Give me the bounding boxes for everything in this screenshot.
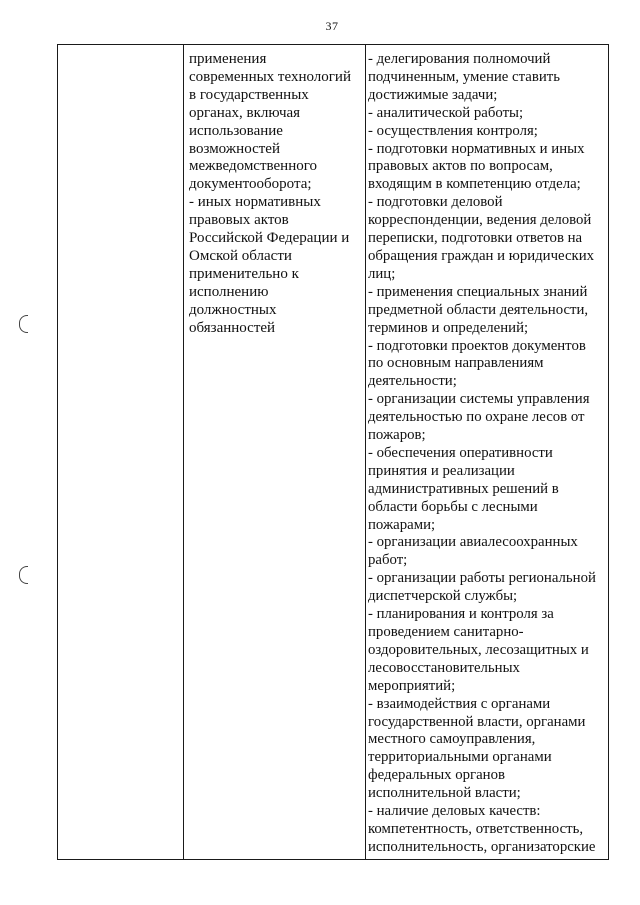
text-line: территориальными органами bbox=[368, 749, 552, 766]
text-line: мероприятий; bbox=[368, 677, 456, 694]
text-line: лесовосстановительных bbox=[368, 659, 520, 676]
text-line: - применения специальных знаний bbox=[368, 283, 588, 300]
binder-hole-mark bbox=[19, 566, 28, 584]
text-line: - взаимодействия с органами bbox=[368, 695, 551, 712]
text-line: - планирования и контроля за bbox=[368, 606, 554, 623]
text-line: пожаров; bbox=[368, 427, 426, 444]
text-line: исполнительность, организаторские bbox=[368, 838, 596, 855]
text-line: - аналитической работы; bbox=[368, 104, 524, 121]
text-line: органах, включая bbox=[189, 104, 301, 121]
text-line: федеральных органов bbox=[368, 767, 505, 784]
table-cell-knowledge bbox=[184, 45, 366, 859]
binder-hole-mark bbox=[19, 315, 28, 333]
text-line: Российской Федерации и bbox=[189, 230, 350, 247]
text-line: пожарами; bbox=[368, 516, 436, 533]
text-line: оздоровительных, лесозащитных и bbox=[368, 641, 589, 658]
text-line: обращения граждан и юридических bbox=[368, 247, 595, 264]
requirements-table bbox=[57, 44, 609, 860]
text-line: диспетчерской службы; bbox=[368, 588, 518, 605]
text-line: правовых актов по вопросам, bbox=[368, 158, 553, 175]
text-line: по основным направлениям bbox=[368, 355, 544, 372]
text-line: - осуществления контроля; bbox=[368, 122, 538, 139]
text-line: применения bbox=[189, 51, 267, 67]
table-cell-empty bbox=[58, 45, 184, 859]
text-line: обязанностей bbox=[189, 319, 276, 336]
text-line: деятельности; bbox=[368, 373, 457, 390]
table-cell-skills bbox=[366, 45, 608, 859]
text-line: должностных bbox=[189, 301, 277, 318]
text-line: - организации системы управления bbox=[368, 391, 590, 408]
text-line: - подготовки проектов документов bbox=[368, 337, 586, 354]
text-line: входящим в компетенцию отдела; bbox=[368, 176, 581, 193]
text-line: компетентность, ответственность, bbox=[368, 820, 584, 837]
text-line: принятия и реализации bbox=[368, 462, 515, 479]
text-line: проведением санитарно- bbox=[368, 624, 524, 640]
text-line: применительно к bbox=[189, 265, 299, 282]
text-line: - делегирования полномочий bbox=[368, 51, 551, 67]
text-line: межведомственного bbox=[189, 158, 318, 175]
text-line: Омской области bbox=[189, 247, 292, 264]
text-line: правовых актов bbox=[189, 212, 289, 229]
page-number: 37 bbox=[325, 19, 339, 33]
text-line: исполнению bbox=[189, 283, 269, 300]
text-line: административных решений в bbox=[368, 480, 559, 497]
text-line: исполнительной власти; bbox=[368, 785, 521, 802]
text-line: - обеспечения оперативности bbox=[368, 444, 553, 461]
text-line: - наличие деловых качеств: bbox=[368, 803, 541, 820]
text-line: терминов и определений; bbox=[368, 319, 529, 336]
text-line: - организации авиалесоохранных bbox=[368, 534, 578, 551]
text-line: возможностей bbox=[189, 140, 280, 157]
text-line: подчиненным, умение ставить bbox=[368, 68, 560, 85]
text-line: переписки, подготовки ответов на bbox=[368, 230, 583, 247]
text-line: государственной власти, органами bbox=[368, 713, 586, 730]
text-line: лиц; bbox=[368, 265, 396, 282]
text-line: корреспонденции, ведения деловой bbox=[368, 212, 592, 229]
text-line: - иных нормативных bbox=[189, 194, 321, 211]
text-line: - организации работы региональной bbox=[368, 570, 596, 587]
text-line: документооборота; bbox=[189, 176, 312, 193]
text-line: использование bbox=[189, 122, 283, 139]
text-line: - подготовки деловой bbox=[368, 194, 503, 211]
text-line: предметной области деятельности, bbox=[368, 301, 589, 318]
text-line: в государственных bbox=[189, 86, 309, 103]
text-line: деятельностью по охране лесов от bbox=[368, 409, 585, 426]
text-line: местного самоуправления, bbox=[368, 731, 536, 748]
text-line: области борьбы с лесными bbox=[368, 498, 538, 515]
text-line: работ; bbox=[368, 552, 408, 569]
text-line: современных технологий bbox=[189, 68, 351, 85]
text-line: - подготовки нормативных и иных bbox=[368, 140, 585, 157]
text-line: достижимые задачи; bbox=[368, 86, 498, 103]
